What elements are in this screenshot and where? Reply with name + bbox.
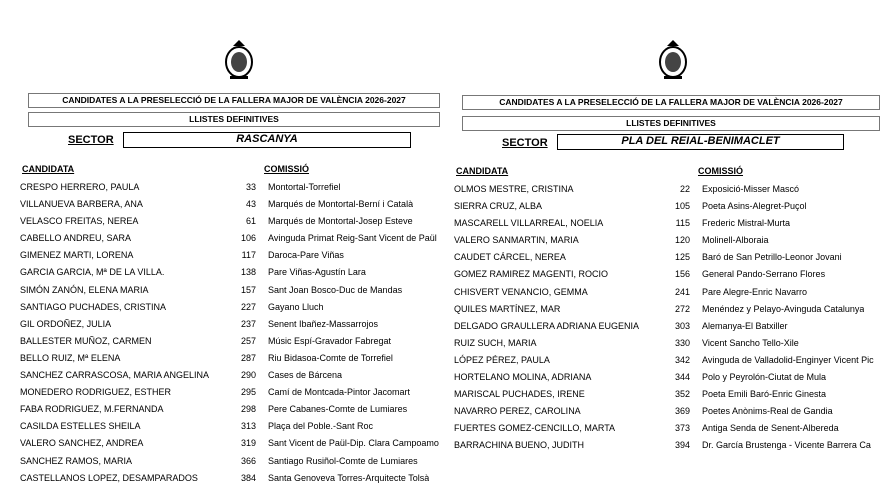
- comissio-name: Poeta Asins-Alegret-Puçol: [702, 201, 807, 212]
- comissio-name: Daroca-Pare Viñas: [268, 250, 344, 261]
- candidate-name: MONEDERO RODRIGUEZ, ESTHER: [20, 387, 172, 398]
- candidate-name: SIERRA CRUZ, ALBA: [454, 201, 543, 212]
- comissio-name: Pare Viñas-Agustín Lara: [268, 267, 366, 278]
- falla-number: 384: [240, 472, 256, 483]
- column-header-comissio: COMISSIÓ: [264, 164, 310, 174]
- falla-number: 369: [674, 406, 690, 417]
- column-header-candidata: CANDIDATA: [22, 164, 75, 174]
- falla-number: 125: [674, 252, 690, 263]
- candidate-name: RUIZ SUCH, MARIA: [454, 337, 537, 348]
- falla-number: 105: [674, 201, 690, 212]
- candidate-name: CASTELLANOS LOPEZ, DESAMPARADOS: [20, 472, 198, 483]
- comissio-name: Molinell-Alboraia: [702, 235, 769, 246]
- candidate-name: SANCHEZ RAMOS, MARIA: [20, 455, 133, 466]
- falla-number: 342: [674, 354, 690, 365]
- candidate-name: GIL ORDOÑEZ, JULIA: [20, 318, 112, 329]
- falla-number: 373: [674, 423, 690, 434]
- falla-number: 120: [674, 235, 690, 246]
- falla-number: 33: [245, 182, 256, 192]
- falla-number: 287: [240, 352, 256, 363]
- comissio-name: Poetes Anònims-Real de Gandia: [702, 406, 833, 417]
- sector-label: SECTOR: [502, 137, 548, 149]
- comissio-name: Marqués de Montortal-Josep Esteve: [268, 216, 413, 227]
- falla-number: 138: [240, 267, 256, 278]
- comissio-name: Polo y Peyrolón-Ciutat de Mula: [702, 372, 827, 383]
- falla-number: 298: [240, 404, 256, 415]
- column-header-comissio: COMISSIÓ: [698, 166, 744, 176]
- comissio-name: Senent Ibañez-Massarrojos: [268, 318, 379, 329]
- candidate-name: SANCHEZ CARRASCOSA, MARIA ANGELINA: [20, 370, 210, 381]
- comissio-name: Sant Vicent de Paül-Dip. Clara Campoamo: [268, 438, 439, 449]
- comissio-name: Santiago Rusiñol-Comte de Lumiares: [268, 455, 418, 466]
- comissio-name: Camí de Montcada-Pintor Jacomart: [268, 387, 411, 398]
- falla-number: 394: [674, 440, 690, 451]
- comissio-name: Alemanya-El Batxiller: [702, 320, 788, 331]
- candidate-name: LÓPEZ PÉREZ, PAULA: [454, 354, 550, 365]
- falla-number: 115: [675, 218, 690, 229]
- junta-central-fallera-logo-icon: [656, 38, 690, 82]
- document-title: CANDIDATES A LA PRESELECCIÓ DE LA FALLERA MAJOR DE VALÈNCIA 2026-2027: [28, 93, 440, 108]
- document-subtitle: LLISTES DEFINITIVES: [28, 112, 440, 127]
- falla-number: 352: [674, 389, 690, 400]
- falla-number: 366: [240, 455, 256, 466]
- falla-number: 237: [240, 318, 256, 329]
- falla-number: 157: [240, 284, 256, 295]
- comissio-name: Riu Bidasoa-Comte de Torrefiel: [268, 352, 393, 363]
- falla-number: 22: [679, 184, 690, 194]
- comissio-name: Baró de San Petrillo-Leonor Jovani: [702, 252, 842, 263]
- comissio-name: Sant Joan Bosco-Duc de Mandas: [268, 284, 403, 295]
- candidate-name: CABELLO ANDREU, SARA: [20, 233, 132, 244]
- candidate-name: GOMEZ RAMIREZ MAGENTI, ROCIO: [454, 269, 609, 280]
- junta-central-fallera-logo-icon: [222, 38, 256, 82]
- candidate-name: OLMOS MESTRE, CRISTINA: [454, 184, 574, 194]
- candidate-name: BALLESTER MUÑOZ, CARMEN: [20, 335, 152, 346]
- comissio-name: Vicent Sancho Tello-Xile: [702, 337, 799, 348]
- sector-name: RASCANYA: [123, 132, 411, 148]
- falla-number: 330: [674, 337, 690, 348]
- candidate-name: MASCARELL VILLARREAL, NOELIA: [454, 218, 604, 229]
- candidate-name: NAVARRO PEREZ, CAROLINA: [454, 406, 581, 417]
- comissio-name: Montortal-Torrefiel: [268, 182, 341, 192]
- falla-number: 303: [674, 320, 690, 331]
- candidate-name: CRESPO HERRERO, PAULA: [20, 182, 140, 192]
- falla-number: 61: [245, 216, 256, 227]
- candidate-name: BARRACHINA BUENO, JUDITH: [454, 440, 585, 451]
- comissio-name: Marqués de Montortal-Berní i Català: [268, 199, 414, 210]
- candidate-name: SANTIAGO PUCHADES, CRISTINA: [20, 301, 167, 312]
- candidate-name: FUERTES GOMEZ-CENCILLO, MARTA: [454, 423, 616, 434]
- candidate-name: CHISVERT VENANCIO, GEMMA: [454, 286, 588, 297]
- falla-number: 117: [241, 250, 256, 261]
- falla-number: 257: [240, 335, 256, 346]
- falla-number: 319: [240, 438, 256, 449]
- candidate-name: VILLANUEVA BARBERA, ANA: [20, 199, 143, 210]
- falla-number: 295: [240, 387, 256, 398]
- falla-number: 290: [240, 370, 256, 381]
- candidate-name: FABA RODRIGUEZ, M.FERNANDA: [20, 404, 164, 415]
- candidate-name: VALERO SANCHEZ, ANDREA: [20, 438, 144, 449]
- falla-number: 227: [240, 301, 256, 312]
- column-header-candidata: CANDIDATA: [456, 166, 509, 176]
- candidate-name: GARCIA GARCIA, Mª DE LA VILLA.: [20, 267, 165, 278]
- candidate-name: SIMÓN ZANÓN, ELENA MARIA: [20, 284, 149, 295]
- comissio-name: Dr. García Brustenga - Vicente Barrera Ca: [702, 440, 871, 451]
- candidate-name: CAUDET CÁRCEL, NEREA: [454, 252, 566, 263]
- falla-number: 156: [674, 269, 690, 280]
- comissio-name: Pere Cabanes-Comte de Lumiares: [268, 404, 408, 415]
- document-subtitle: LLISTES DEFINITIVES: [462, 116, 880, 131]
- sector-name: PLA DEL REIAL-BENIMACLET: [557, 134, 844, 150]
- candidate-name: DELGADO GRAULLERA ADRIANA EUGENIA: [454, 320, 640, 331]
- comissio-name: General Pando-Serrano Flores: [702, 269, 826, 280]
- candidate-name: GIMENEZ MARTI, LORENA: [20, 250, 134, 261]
- comissio-name: Menéndez y Pelayo-Avinguda Catalunya: [702, 303, 865, 314]
- comissio-name: Frederic Mistral-Murta: [702, 218, 791, 229]
- falla-number: 313: [240, 421, 256, 432]
- candidate-name: MARISCAL PUCHADES, IRENE: [454, 389, 585, 400]
- candidate-name: VALERO SANMARTIN, MARIA: [454, 235, 579, 246]
- candidate-name: CASILDA ESTELLES SHEILA: [20, 421, 141, 432]
- comissio-name: Avinguda de Valladolid-Enginyer Vicent Pic: [702, 354, 874, 365]
- comissio-name: Cases de Bárcena: [268, 370, 343, 381]
- document-title: CANDIDATES A LA PRESELECCIÓ DE LA FALLERA MAJOR DE VALÈNCIA 2026-2027: [462, 95, 880, 110]
- comissio-name: Gayano Lluch: [268, 301, 324, 312]
- candidate-name: VELASCO FREITAS, NEREA: [20, 216, 139, 227]
- comissio-name: Santa Genoveva Torres-Arquitecte Tolsà: [268, 472, 430, 483]
- comissio-name: Pare Alegre-Enric Navarro: [702, 286, 808, 297]
- comissio-name: Plaça del Poble.-Sant Roc: [268, 421, 374, 432]
- comissio-name: Avinguda Primat Reig-Sant Vicent de Paül: [268, 233, 437, 244]
- comissio-name: Poeta Emili Baró-Enric Ginesta: [702, 389, 827, 400]
- candidate-name: BELLO RUIZ, Mª ELENA: [20, 352, 121, 363]
- falla-number: 241: [674, 286, 690, 297]
- comissio-name: Exposició-Misser Mascó: [702, 184, 800, 194]
- falla-number: 344: [674, 372, 690, 383]
- comissio-name: Antiga Senda de Senent-Albereda: [702, 423, 839, 434]
- sector-label: SECTOR: [68, 134, 114, 146]
- falla-number: 272: [674, 303, 690, 314]
- right-document-panel: [448, 0, 880, 495]
- falla-number: 106: [240, 233, 256, 244]
- comissio-name: Músic Espí-Gravador Fabregat: [268, 335, 392, 346]
- candidate-name: HORTELANO MOLINA, ADRIANA: [454, 372, 592, 383]
- candidate-name: QUILES MARTÍNEZ, MAR: [454, 303, 561, 314]
- falla-number: 43: [245, 199, 256, 210]
